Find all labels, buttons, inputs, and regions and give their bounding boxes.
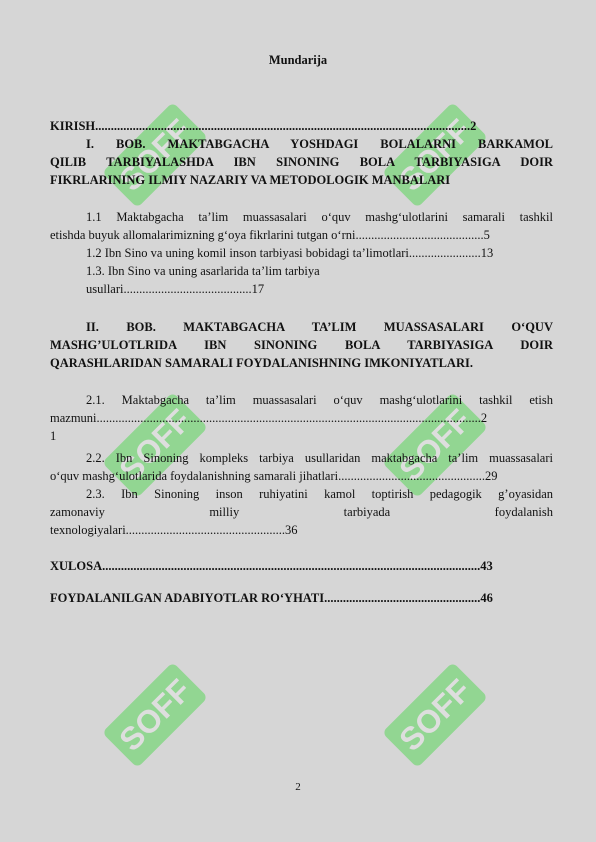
toc-chapter-1-line: I. BOB. MAKTABGACHA YOSHDAGI BOLALARNI BARKAMOL xyxy=(86,137,553,151)
toc-entry-xulosa[interactable]: XULOSA.........................................................................................................................43 xyxy=(50,559,493,573)
toc-section-2-1[interactable] xyxy=(50,391,553,445)
toc-section-line: 2.1. Maktabgacha ta’lim muassasalari o‘quv mashg‘ulotlarini tashkil etish xyxy=(86,393,553,407)
toc-chapter-1[interactable] xyxy=(50,135,553,189)
toc-section-line: mazmuni...........................................................................................................................2 xyxy=(50,411,488,425)
svg-text:SOFF: SOFF xyxy=(392,112,478,198)
svg-text:SOFF: SOFF xyxy=(112,402,198,488)
toc-section-line: 2.2. Ibn Sinoning kompleks tarbiya usullaridan maktabgacha ta’lim muassasalari xyxy=(86,451,553,465)
svg-text:SOFF: SOFF xyxy=(112,672,198,758)
toc-chapter-1-line: QILIB TARBIYALASHDA IBN SINONING BOLA TARBIYASIGA DOIR xyxy=(50,155,553,169)
toc-section-line: o‘quv mashg‘ulotlarida foydalanishning samarali jihatlari...............................................29 xyxy=(50,469,498,483)
toc-chapter-2-line: II. BOB. MAKTABGACHA TA’LIM MUASSASALARI O‘QUV xyxy=(86,320,553,334)
toc-chapter-2-line: QARASHLARIDAN SAMARALI FOYDALANISHNING IMKONIYATLARI. xyxy=(50,356,473,370)
soff-watermark-logo xyxy=(375,630,495,800)
svg-text:SOFF: SOFF xyxy=(392,672,478,758)
toc-section-line: 2.3. Ibn Sinoning inson ruhiyatini kamol toptirish pedagogik g’oyasidan xyxy=(86,487,553,501)
soff-watermark-logo xyxy=(95,630,215,800)
toc-section-line: etishda buyuk allomalarimizning g‘oya fikrlarini tutgan o‘rni.........................................5 xyxy=(50,228,490,242)
svg-text:SOFF: SOFF xyxy=(112,112,198,198)
toc-section-1-1[interactable] xyxy=(50,208,553,244)
toc-section-line: 1.1 Maktabgacha ta’lim muassasalari o‘quv mashg‘ulotlarini samarali tashkil xyxy=(86,210,553,224)
toc-entry-adabiyotlar[interactable]: FOYDALANILGAN ADABIYOTLAR RO‘YHATI..................................................46 xyxy=(50,591,493,605)
toc-section-line: zamonaviy milliy tarbiyada foydalanish xyxy=(50,505,553,519)
toc-section-2-3[interactable] xyxy=(50,485,553,539)
toc-section-line: 1.3. Ibn Sino va uning asarlarida ta’lim tarbiya xyxy=(86,264,320,278)
toc-section-line: texnologiyalari...................................................36 xyxy=(50,523,298,537)
toc-section-line: usullari.........................................17 xyxy=(86,282,265,296)
page-title: Mundarija xyxy=(268,53,328,67)
toc-section-1-2[interactable]: 1.2 Ibn Sino va uning komil inson tarbiyasi bobidagi ta’limotlari.......................13 xyxy=(86,246,494,260)
toc-chapter-1-line: FIKRLARINING ILMIY NAZARIY VA METODOLOGIK MANBALARI xyxy=(50,173,451,187)
page-number: 2 xyxy=(295,781,301,793)
toc-chapter-2[interactable] xyxy=(50,318,553,372)
svg-text:SOFF: SOFF xyxy=(392,402,478,488)
toc-chapter-2-line: MASHG’ULOTLRIDA IBN SINONING BOLA TARBIYASIGA DOIR xyxy=(50,338,553,352)
toc-section-line: 1 xyxy=(50,429,57,443)
toc-section-1-3[interactable] xyxy=(50,262,553,298)
toc-entry-kirish[interactable]: KIRISH........................................................................................................................2 xyxy=(50,119,477,133)
toc-section-2-2[interactable] xyxy=(50,449,553,485)
